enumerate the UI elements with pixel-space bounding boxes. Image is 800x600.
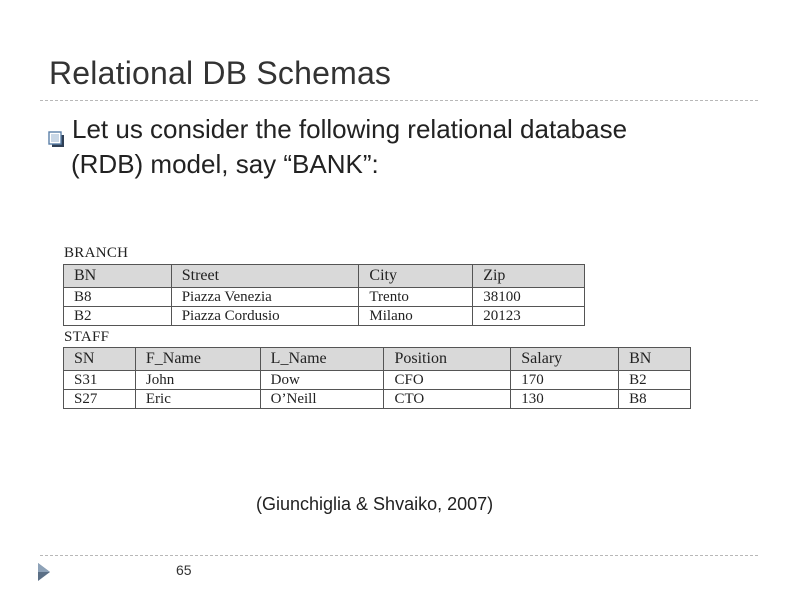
column-header: Salary [511,348,619,371]
table-cell: Milano [359,307,473,326]
branch-table [63,264,585,326]
branch-header-row [64,265,585,288]
column-header: BN [619,348,691,371]
table-cell: B2 [64,307,172,326]
table-cell: B8 [64,288,172,307]
table-cell: Eric [135,390,260,409]
checkbox-square-bullet-icon [48,122,65,139]
branch-table-caption: BRANCH [64,245,129,261]
table-cell: 38100 [473,288,585,307]
bullet-text-line-2: (RDB) model, say “BANK”: [71,149,379,179]
bullet-text-line-1: Let us consider the following relational database [72,114,628,144]
table-row [64,390,691,409]
column-header: Street [171,265,359,288]
column-header: BN [64,265,172,288]
bullet-point [48,112,748,182]
table-cell: B8 [619,390,691,409]
table-row [64,307,585,326]
page-number: 65 [176,562,192,578]
triangle-arrow-icon [37,562,51,582]
slide-title: Relational DB Schemas [49,55,392,91]
column-header: L_Name [260,348,384,371]
table-cell: Piazza Venezia [171,288,359,307]
table-row [64,288,585,307]
table-cell: B2 [619,371,691,390]
column-header: F_Name [135,348,260,371]
title-divider [40,100,758,101]
table-cell: Dow [260,371,384,390]
footer-divider [40,555,758,556]
table-cell: 170 [511,371,619,390]
table-cell: S27 [64,390,136,409]
table-cell: Trento [359,288,473,307]
table-cell: 130 [511,390,619,409]
column-header: City [359,265,473,288]
table-cell: CTO [384,390,511,409]
column-header: Zip [473,265,585,288]
table-cell: 20123 [473,307,585,326]
citation: (Giunchiglia & Shvaiko, 2007) [256,494,494,514]
column-header: SN [64,348,136,371]
staff-table [63,347,691,409]
staff-header-row [64,348,691,371]
table-cell: Piazza Cordusio [171,307,359,326]
table-cell: O’Neill [260,390,384,409]
table-cell: CFO [384,371,511,390]
table-row [64,371,691,390]
column-header: Position [384,348,511,371]
staff-table-caption: STAFF [64,329,110,345]
table-cell: S31 [64,371,136,390]
table-cell: John [135,371,260,390]
